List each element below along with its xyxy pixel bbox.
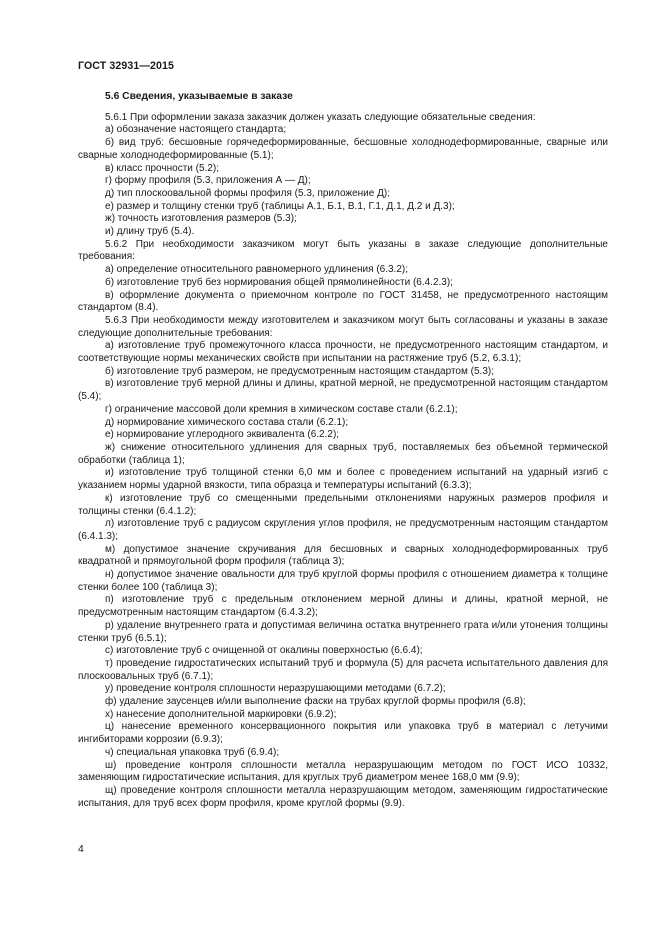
paragraph: 5.6.2 При необходимости заказчиком могут быть указаны в заказе следующие дополнительные требования: (78, 238, 608, 263)
paragraph: 5.6.3 При необходимости между изготовителем и заказчиком могут быть согласованы и указаны в заказе следующие дополнительные требования: (78, 314, 608, 339)
paragraph: г) форму профиля (5.3, приложения А — Д); (105, 175, 311, 187)
paragraph: х) нанесение дополнительной маркировки (6.9.2); (105, 708, 337, 720)
paragraph: ф) удаление заусенцев и/или выполнение фаски на трубах круглой формы профиля (6.8); (105, 696, 526, 708)
paragraph: и) длину труб (5.4). (105, 226, 195, 238)
paragraph: л) изготовление труб с радиусом скругления углов профиля, не предусмотренным настоящим стандартом (6.4.1.3); (78, 518, 608, 542)
page-number: 4 (78, 844, 84, 855)
paragraph: а) определение относительного равномерного удлинения (6.3.2); (105, 264, 409, 276)
paragraph: ж) точность изготовления размеров (5.3); (105, 213, 297, 225)
paragraph: р) удаление внутреннего грата и допустимая величина остатка внутреннего грата и/или утонения толщины стенки труб (6.5.1); (78, 619, 608, 644)
paragraph: ж) снижение относительного удлинения для сварных труб, поставляемых без объемной термической обработки (таблица 1); (78, 441, 608, 466)
paragraph: т) проведение гидростатических испытаний труб и формула (5) для расчета испытательного давления для плоскоовальных труб (6.7.1); (78, 657, 608, 682)
paragraph: е) размер и толщину стенки труб (таблицы А.1, Б.1, В.1, Г.1, Д.1, Д.2 и Д.3); (105, 200, 455, 212)
document-header: ГОСТ 32931—2015 (78, 60, 175, 72)
paragraph: б) изготовление труб без нормирования общей прямолинейности (6.4.2.3); (105, 276, 453, 288)
paragraph: д) тип плоскоовальной формы профиля (5.3, приложение Д); (105, 187, 390, 199)
paragraph: в) оформление документа о приемочном контроле по ГОСТ 31458, не предусмотренного настоящим стандартом (8.4). (78, 289, 608, 314)
paragraph: ч) специальная упаковка труб (6.9.4); (105, 746, 280, 758)
paragraph: г) ограничение массовой доли кремния в химическом составе стали (6.2.1); (105, 403, 458, 415)
paragraph: ц) нанесение временного консервационного покрытия или упаковка труб в материал с летучими ингибиторами коррозии (6.9.3); (78, 721, 608, 746)
paragraph: с) изготовление труб с очищенной от окалины поверхностью (6.6.4); (105, 645, 423, 657)
paragraph: и) изготовление труб толщиной стенки 6,0 мм и более с проведением испытаний на ударный изгиб с указанием нормы ударной вязкости, типа образца и температуры испытаний (6.3.3); (78, 467, 608, 492)
paragraph: н) допустимое значение овальности для труб круглой формы профиля с отношением диаметра к толщине стенки более 100 (таблица 3); (78, 569, 608, 593)
paragraph: б) изготовление труб размером, не предусмотренным настоящим стандартом (5.3); (105, 365, 494, 377)
paragraph: у) проведение контроля сплошности неразрушающими методами (6.7.2); (105, 683, 446, 695)
paragraph: к) изготовление труб со смещенными предельными отклонениями наружных размеров профиля и толщины стенки (6.4.1.2); (78, 492, 608, 517)
paragraph: б) вид труб: бесшовные горячедеформированные, бесшовные холоднодеформированные, сварные или сварные холоднодеформированные (5.1); (78, 137, 608, 161)
paragraph: щ) проведение контроля сплошности металла неразрушающим методом, заменяющим гидростатические испытания, для труб всех форм профиля, кроме круглой формы (9.9). (78, 784, 608, 809)
document-body (78, 91, 608, 810)
paragraph: в) класс прочности (5.2); (105, 162, 219, 174)
paragraph: в) изготовление труб мерной длины и длины, кратной мерной, не предусмотренной настоящим стандартом (5.4); (78, 378, 608, 403)
paragraph: п) изготовление труб с предельным отклонением мерной длины и длины, кратной мерной, не предусмотренным настоящим стандартом (6.4.3.2); (78, 594, 608, 619)
paragraph: м) допустимое значение скручивания для бесшовных и сварных холоднодеформированных труб квадратной и прямоугольной форм профиля (таблица 3); (78, 543, 608, 568)
paragraph: ш) проведение контроля сплошности металла неразрушающим методом по ГОСТ ИСО 10332, заменяющим гидростатические испытания, для круглых труб диаметром менее 168,0 мм (9.9); (78, 759, 608, 784)
paragraph: е) нормирование углеродного эквивалента (6.2.2); (105, 429, 340, 441)
paragraph: а) изготовление труб промежуточного класса прочности, не предусмотренного настоящим стандартом, и соответствующие нормы механических свойств при испытании на растяжение труб (5.2, 6.3.1); (78, 340, 608, 365)
section-title: 5.6 Сведения, указываемые в заказе (105, 91, 293, 102)
paragraph-list (78, 112, 608, 811)
paragraph: д) нормирование химического состава стали (6.2.1); (105, 416, 349, 428)
paragraph: а) обозначение настоящего стандарта; (105, 124, 287, 136)
paragraph: 5.6.1 При оформлении заказа заказчик должен указать следующие обязательные сведения: (105, 111, 536, 123)
